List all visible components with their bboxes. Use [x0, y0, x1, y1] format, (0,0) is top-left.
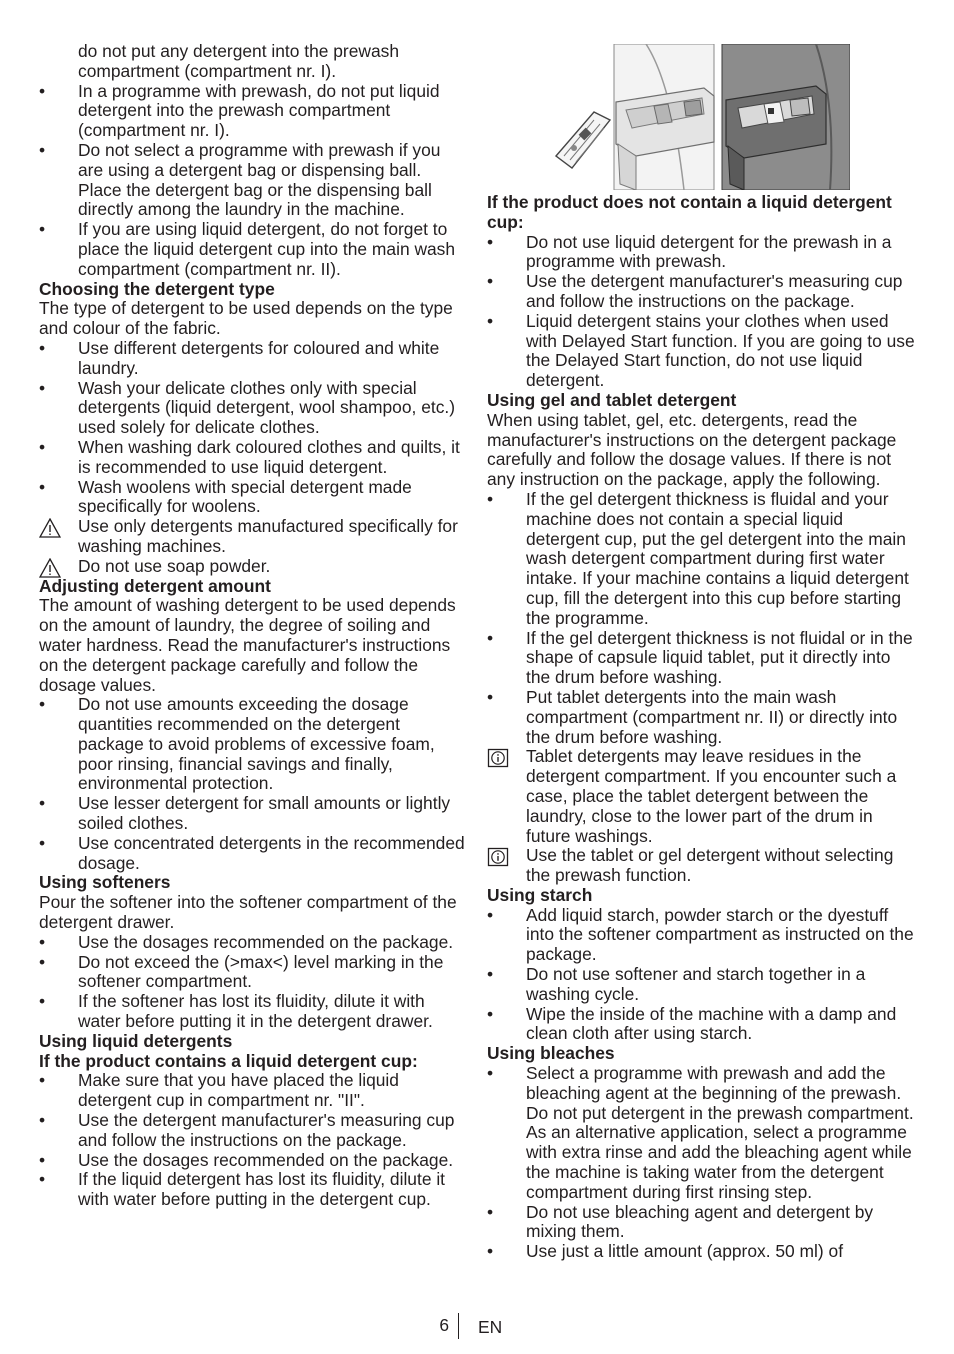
info-note: Use the tablet or gel detergent without selecting the prewash function.	[487, 846, 917, 886]
info-icon	[487, 748, 509, 768]
list-item: • Select a programme with prewash and add the bleaching agent at the beginning of the prewash. Do not put detergent in the prewash compartment. As an alternative application, select a programme with extra rinse and add the bleaching agent while the machine is taking water from the detergent compartment during first rinsing step.	[487, 1063, 914, 1202]
list-item: • Use just a little amount (approx. 50 ml) of	[487, 1241, 844, 1262]
bullet-icon: •	[487, 310, 494, 331]
list-item: • Use the dosages recommended on the package.	[39, 1149, 454, 1170]
list-item: • Wipe the inside of the machine with a damp and clean cloth after using starch.	[487, 1003, 897, 1044]
list-item: • Do not use liquid detergent for the prewash in a programme with prewash.	[487, 231, 892, 272]
list-item: • Wash woolens with special detergent made specifically for woolens.	[39, 476, 412, 517]
warning-triangle-icon	[39, 518, 61, 538]
list-item: • Put tablet detergents into the main wash compartment (compartment nr. II) or directly into the drum before washing.	[487, 686, 898, 747]
warning-triangle-icon	[39, 558, 61, 578]
bullet-icon: •	[487, 271, 494, 292]
bullet-icon: •	[487, 1003, 494, 1024]
bullet-icon: •	[39, 951, 46, 972]
section-heading-bleaches: Using bleaches	[487, 1043, 615, 1064]
bullet-icon: •	[39, 337, 46, 358]
bullet-icon: •	[39, 1070, 46, 1091]
bullet-icon: •	[487, 231, 494, 252]
list-item: • Use different detergents for coloured and white laundry.	[39, 337, 440, 378]
footer-divider	[458, 1313, 459, 1339]
paragraph: Pour the softener into the softener compartment of the detergent drawer.	[39, 892, 457, 933]
bullet-icon: •	[39, 991, 46, 1012]
bullet-icon: •	[39, 377, 46, 398]
info-icon	[487, 847, 509, 867]
list-item: • Do not use softener and starch together in a washing cycle.	[487, 964, 866, 1004]
bullet-icon: •	[39, 139, 46, 160]
bullet-icon: •	[39, 793, 46, 814]
intro-continuation: do not put any detergent into the prewash compartment (compartment nr. I).	[78, 41, 399, 81]
bullet-icon: •	[487, 904, 494, 925]
paragraph: When using tablet, gel, etc. detergents, read the manufacturer's instructions on the detergent package carefully and follow the dosage values. If there is not any instruction on the package, apply the following.	[487, 409, 897, 490]
bullet-icon: •	[39, 1149, 46, 1170]
bullet-icon: •	[39, 931, 46, 952]
list-item: • Do not use bleaching agent and detergent by mixing them.	[487, 1201, 874, 1242]
list-item: • Make sure that you have placed the liquid detergent cup in compartment nr. "II".	[39, 1070, 399, 1111]
list-item: • Do not exceed the (>max<) level marking in the softener compartment.	[39, 951, 444, 992]
paragraph: The type of detergent to be used depends on the type and colour of the fabric.	[39, 298, 453, 339]
bullet-icon: •	[39, 1169, 46, 1190]
warning-note: Do not use soap powder.	[39, 557, 467, 577]
list-item: • If the gel detergent thickness is not fluidal or in the shape of capsule liquid tablet, put it directly into the drum before washing.	[487, 627, 913, 688]
left-column	[39, 42, 467, 1210]
paragraph: The amount of washing detergent to be used depends on the amount of laundry, the degree of soiling and water hardness. Read the manufacturer's instructions on the detergent package carefully and follow the dosage values.	[39, 595, 456, 695]
bullet-icon: •	[39, 80, 46, 101]
subheading-with-cup: If the product contains a liquid detergent cup:	[39, 1050, 418, 1071]
list-item: • Add liquid starch, powder starch or the dyestuff into the softener compartment as instructed on the package.	[487, 904, 914, 965]
section-heading-adjusting: Adjusting detergent amount	[39, 575, 271, 596]
bullet-icon: •	[487, 488, 494, 509]
intro-bullet-list	[39, 82, 467, 280]
list-item: • Use lesser detergent for small amounts or lightly soiled clothes.	[39, 793, 451, 834]
bullet-icon: •	[487, 1201, 494, 1222]
page-number: 6	[439, 1315, 449, 1335]
list-item: • Do not use amounts exceeding the dosage quantities recommended on the detergent package to avoid problems of excessive foam, poor rinsing, financial savings and finally, environmental protection.	[39, 694, 435, 794]
list-item: • Liquid detergent stains your clothes when used with Delayed Start function. If you are going to use the Delayed Start function, do not use liquid detergent.	[487, 310, 915, 391]
bullet-icon: •	[487, 1063, 494, 1084]
list-item: • Wash your delicate clothes only with special detergents (liquid detergent, wool shampoo, etc.) used solely for delicate clothes.	[39, 377, 456, 438]
bullet-icon: •	[39, 1110, 46, 1131]
list-item: • If the liquid detergent has lost its fluidity, dilute it with water before putting in the detergent cup.	[39, 1169, 446, 1210]
section-heading-gel: Using gel and tablet detergent	[487, 389, 737, 410]
section-heading-softeners: Using softeners	[39, 872, 171, 893]
bullet-icon: •	[39, 219, 46, 240]
detergent-drawer-illustration	[554, 44, 850, 190]
bullet-icon: •	[487, 686, 494, 707]
bullet-icon: •	[39, 476, 46, 497]
bullet-icon: •	[39, 832, 46, 853]
list-item: • When washing dark coloured clothes and quilts, it is recommended to use liquid detergent.	[39, 436, 460, 477]
page-footer	[0, 1313, 954, 1341]
bullet-icon: •	[487, 627, 494, 648]
bullet-icon: •	[487, 964, 494, 985]
list-item: • Use the detergent manufacturer's measuring cup and follow the instructions on the package.	[487, 271, 903, 311]
right-column	[487, 193, 917, 1262]
list-item: • Use concentrated detergents in the recommended dosage.	[39, 832, 465, 873]
list-item: • In a programme with prewash, do not put liquid detergent into the prewash compartment (compartment nr. I).	[39, 80, 440, 141]
info-note: Tablet detergents may leave residues in the detergent compartment. If you encounter such a case, place the tablet detergent between the laundry, close to the lower part of the drum in future washings.	[487, 747, 917, 846]
list-item: • Do not select a programme with prewash if you are using a detergent bag or dispensing ball. Place the detergent bag or the dispensing ball directly among the laundry in the machine.	[39, 139, 441, 220]
warning-note: Use only detergents manufactured specifically for washing machines.	[39, 517, 467, 557]
subheading-without-cup: If the product does not contain a liquid detergent cup:	[487, 192, 892, 232]
language-code: EN	[478, 1317, 503, 1337]
list-item: • If you are using liquid detergent, do not forget to place the liquid detergent cup into the main wash compartment (compartment nr. II).	[39, 219, 456, 279]
list-item: • Use the dosages recommended on the package.	[39, 931, 454, 952]
bullet-icon: •	[39, 436, 46, 457]
bullet-icon: •	[487, 1241, 494, 1262]
list-item: • If the gel detergent thickness is fluidal and your machine does not contain a special liquid detergent cup, put the gel detergent into the main wash detergent compartment during first water intake. If your machine contains a liquid detergent cup, fill the detergent into this cup before starting the programme.	[487, 488, 909, 628]
section-heading-starch: Using starch	[487, 884, 593, 905]
section-heading-choosing: Choosing the detergent type	[39, 278, 275, 299]
list-item: • If the softener has lost its fluidity, dilute it with water before putting it in the detergent drawer.	[39, 991, 433, 1032]
bullet-icon: •	[39, 694, 46, 715]
list-item: • Use the detergent manufacturer's measuring cup and follow the instructions on the package.	[39, 1110, 455, 1150]
section-heading-liquid: Using liquid detergents	[39, 1030, 233, 1051]
